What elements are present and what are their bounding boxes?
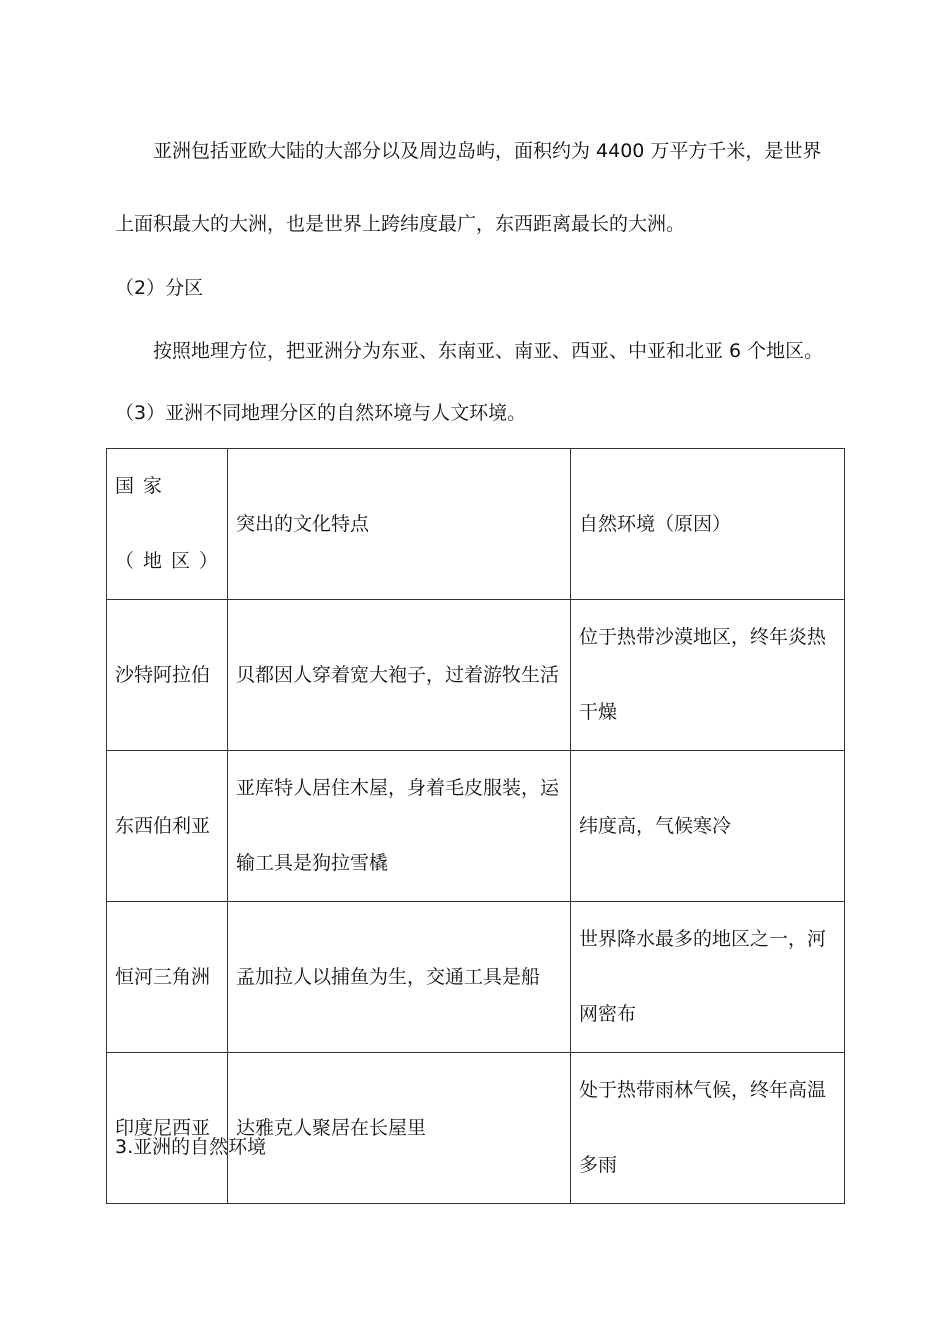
section-2-paragraph: 按照地理方位，把亚洲分为东亚、东南亚、南亚、西亚、中亚和北亚 6 个地区。 — [153, 340, 824, 362]
next-section-heading: 3.亚洲的自然环境 — [115, 1136, 267, 1158]
row-culture: 亚库特人居住木屋，身着毛皮服装，运输工具是狗拉雪橇 — [228, 751, 571, 902]
section-3-heading: （3）亚洲不同地理分区的自然环境与人文环境。 — [115, 402, 527, 424]
intro-paragraph-line-1: 亚洲包括亚欧大陆的大部分以及周边岛屿，面积约为 4400 万平方千米，是世界 — [153, 140, 822, 162]
intro-paragraph-line-2: 上面积最大的大洲，也是世界上跨纬度最广，东西距离最长的大洲。 — [115, 213, 686, 235]
table-row — [107, 751, 845, 902]
row-environment: 世界降水最多的地区之一，河网密布 — [571, 902, 845, 1053]
section-2-heading: （2）分区 — [115, 277, 204, 299]
asia-regions-table — [106, 448, 845, 1204]
table-row — [107, 902, 845, 1053]
row-environment: 纬度高，气候寒冷 — [571, 751, 845, 902]
table-row — [107, 600, 845, 751]
row-region: 沙特阿拉伯 — [107, 600, 228, 751]
row-culture: 达雅克人聚居在长屋里 — [228, 1053, 571, 1204]
row-environment: 位于热带沙漠地区，终年炎热干燥 — [571, 600, 845, 751]
row-culture: 贝都因人穿着宽大袍子，过着游牧生活 — [228, 600, 571, 751]
row-region: 印度尼西亚 — [107, 1053, 228, 1204]
header-environment: 自然环境（原因） — [571, 449, 845, 600]
row-culture: 孟加拉人以捕鱼为生，交通工具是船 — [228, 902, 571, 1053]
row-region: 东西伯利亚 — [107, 751, 228, 902]
row-environment: 处于热带雨林气候，终年高温多雨 — [571, 1053, 845, 1204]
row-region: 恒河三角洲 — [107, 902, 228, 1053]
header-country-region-text: 国家（地区） — [115, 475, 228, 572]
table-header-row — [107, 449, 845, 600]
header-culture: 突出的文化特点 — [228, 449, 571, 600]
header-country-region — [107, 449, 228, 600]
table-row — [107, 1053, 845, 1204]
